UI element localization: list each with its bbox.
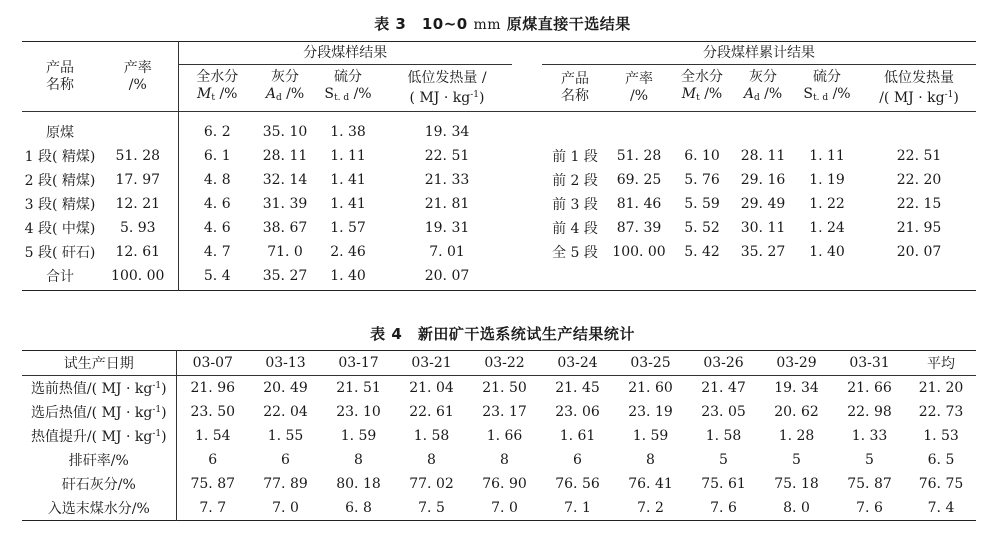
t3-cell-c-mt: 5. 42 <box>684 244 720 260</box>
t4-cell-value: 7. 6 <box>710 500 737 516</box>
t4-cell-value: 76. 75 <box>918 476 964 492</box>
t3-cell-c-mt: 5. 76 <box>684 172 720 188</box>
t4-header-date: 03-22 <box>468 351 541 376</box>
t4-cell-value: 21. 96 <box>190 380 236 396</box>
t3-header-c-yield: 产率 /% <box>608 65 670 112</box>
t3-cell-c-yield: 69. 25 <box>616 172 662 188</box>
t4-cell-value: 7. 5 <box>418 500 445 516</box>
t4-header-date: 03-25 <box>614 351 687 376</box>
t4-cell-value: 23. 06 <box>555 404 600 420</box>
t4-header-date-label: 试生产日期 <box>22 351 176 376</box>
table3-header-row-1 <box>22 42 976 65</box>
t4-cell-value: 19. 34 <box>774 380 819 396</box>
t4-cell-value: 80. 18 <box>336 476 381 492</box>
t4-cell-value: 1. 58 <box>413 428 450 444</box>
table3-title: 表 3 10~0 mm 原煤直接干选结果 <box>374 15 631 33</box>
t3-cell-product: 2 段( 精煤) <box>24 173 96 189</box>
t3-cell-c-std: 1. 22 <box>809 196 845 212</box>
t3-cell-c-yield <box>608 264 670 291</box>
t3-cell-yield: 17. 97 <box>115 172 161 188</box>
t3-cell-yield: 12. 61 <box>115 244 161 260</box>
t4-cell-value: 76. 41 <box>628 476 673 492</box>
t3-cell-std: 1. 41 <box>330 172 366 188</box>
t4-row-label: 排矸率/% <box>22 448 176 472</box>
table-row <box>22 400 976 424</box>
t3-cell-c-qnet: 20. 07 <box>896 244 942 260</box>
t3-cell-qnet: 20. 07 <box>424 268 470 284</box>
t4-cell-value: 7. 0 <box>491 500 518 516</box>
t3-cell-mt: 4. 6 <box>178 192 256 216</box>
t3-cell-yield: 5. 93 <box>119 220 156 236</box>
t4-cell-value: 7. 0 <box>272 500 299 516</box>
table-row <box>22 168 976 192</box>
t4-cell-value: 1. 59 <box>632 428 669 444</box>
t3-cell-ad: 35. 10 <box>262 124 308 140</box>
t4-cell-value: 77. 89 <box>263 476 308 492</box>
t3-cell-ad: 31. 39 <box>262 196 308 212</box>
table-row <box>22 192 976 216</box>
t3-cell-qnet: 7. 01 <box>429 244 465 260</box>
t4-cell-value: 21. 50 <box>482 380 527 396</box>
t3-cell-c-yield <box>608 112 670 145</box>
t4-cell-value: 6 <box>208 452 218 468</box>
t4-header-date: 03-31 <box>833 351 906 376</box>
t3-cell-c-product: 全 5 段 <box>552 245 598 261</box>
t4-cell-value: 77. 02 <box>409 476 454 492</box>
t3-header-c-sulfur: 硫分 $S_{t. d}$ /% <box>792 65 862 112</box>
t4-cell-value: 75. 61 <box>701 476 746 492</box>
t3-header-yield: 产率 /% <box>123 59 152 93</box>
t4-header-date: 平均 <box>906 351 976 376</box>
t3-cell-std: 1. 38 <box>330 124 366 140</box>
t4-cell-value: 5 <box>865 452 874 468</box>
t3-cell-c-ad: 35. 27 <box>740 244 786 260</box>
t3-cell-qnet: 19. 34 <box>424 124 470 140</box>
t3-cell-c-qnet: 22. 15 <box>896 196 942 212</box>
t4-cell-value: 23. 19 <box>628 404 673 420</box>
t3-cell-ad: 35. 27 <box>262 268 308 284</box>
t4-row-label: 矸石灰分/% <box>22 472 176 496</box>
t3-cell-c-mt: 5. 52 <box>684 220 720 236</box>
t3-cell-std: 1. 41 <box>330 196 366 212</box>
t4-cell-value: 6. 5 <box>927 452 955 468</box>
t4-cell-value: 6. 8 <box>345 500 372 516</box>
t3-cell-c-qnet: 22. 20 <box>896 172 942 188</box>
t4-cell-value: 6 <box>281 452 290 468</box>
t4-cell-value: 21. 66 <box>847 380 892 396</box>
t4-cell-value: 1. 54 <box>194 428 231 444</box>
t3-cell-c-qnet <box>862 112 976 145</box>
table4-title: 表 4 新田矿干选系统试生产结果统计 <box>370 325 635 343</box>
t4-header-date: 03-13 <box>249 351 322 376</box>
t4-header-date: 03-17 <box>322 351 395 376</box>
t4-cell-value: 21. 51 <box>336 380 381 396</box>
t3-cell-mt: 6. 1 <box>178 144 256 168</box>
t3-cell-ad: 38. 67 <box>262 220 308 236</box>
t4-cell-value: 8. 0 <box>783 500 810 516</box>
t4-cell-value: 7. 6 <box>856 500 883 516</box>
t3-cell-c-std: 1. 40 <box>809 244 845 260</box>
t3-cell-yield: 12. 21 <box>115 196 161 212</box>
t4-cell-value: 8 <box>646 452 655 468</box>
t4-cell-value: 1. 33 <box>851 428 888 444</box>
t3-cell-c-ad <box>734 264 792 291</box>
t3-cell-product: 1 段( 精煤) <box>24 149 96 165</box>
t4-cell-value: 7. 7 <box>199 500 227 516</box>
t3-cell-mt: 4. 7 <box>178 240 256 264</box>
t3-cell-mt: 4. 8 <box>178 168 256 192</box>
table-row <box>22 472 976 496</box>
t4-cell-value: 21. 45 <box>555 380 600 396</box>
t4-cell-value: 20. 62 <box>774 404 819 420</box>
t4-cell-value: 1. 55 <box>267 428 304 444</box>
t3-cell-product: 5 段( 矸石) <box>24 245 96 261</box>
t3-cell-std: 1. 40 <box>330 268 366 284</box>
table-row <box>22 496 976 521</box>
t3-cell-c-ad: 30. 11 <box>740 220 786 236</box>
t3-cell-c-qnet <box>862 264 976 291</box>
t4-cell-value: 8 <box>500 452 509 468</box>
t4-cell-value: 75. 87 <box>190 476 236 492</box>
t3-cell-ad: 32. 14 <box>262 172 308 188</box>
table-row <box>22 424 976 448</box>
t4-cell-value: 1. 28 <box>778 428 815 444</box>
t3-cell-c-product: 前 4 段 <box>552 221 598 237</box>
t3-group-header-cumulative: 分段煤样累计结果 <box>542 42 976 65</box>
t4-cell-value: 22. 98 <box>847 404 892 420</box>
t3-cell-c-yield: 87. 39 <box>616 220 662 236</box>
table-row <box>22 264 976 291</box>
t3-cell-ad: 71. 0 <box>267 244 303 260</box>
t3-header-product: 产品 名称 <box>46 59 74 93</box>
t3-cell-mt: 6. 2 <box>178 112 256 145</box>
t3-cell-qnet: 21. 33 <box>424 172 470 188</box>
t3-group-header-segment: 分段煤样结果 <box>178 42 512 65</box>
table-row <box>22 216 976 240</box>
t3-header-moisture: 全水分 $M_t$ /% <box>178 65 256 112</box>
t3-header-c-moisture: 全水分 $M_t$ /% <box>670 65 734 112</box>
t3-header-cv: 低位发热量 / ( MJ · $kg^{-1}$) <box>382 65 512 112</box>
t4-cell-value: 21. 04 <box>409 380 454 396</box>
table3 <box>22 41 976 291</box>
t4-header-date: 03-29 <box>760 351 833 376</box>
t4-cell-value: 1. 66 <box>486 428 523 444</box>
t3-cell-product: 3 段( 精煤) <box>24 197 96 213</box>
t4-cell-value: 22. 04 <box>263 404 308 420</box>
t4-cell-value: 7. 1 <box>564 500 591 516</box>
t4-cell-value: 7. 4 <box>927 500 955 516</box>
table-row <box>22 112 976 145</box>
t3-cell-c-yield: 100. 00 <box>612 244 666 260</box>
t4-cell-value: 1. 58 <box>705 428 742 444</box>
t3-cell-product: 合计 <box>46 269 74 285</box>
t4-header-date: 03-21 <box>395 351 468 376</box>
t3-cell-yield: 51. 28 <box>115 148 161 164</box>
t3-cell-c-qnet: 21. 95 <box>896 220 942 236</box>
t3-header-ash: 灰分 $A_d$ /% <box>256 65 314 112</box>
t4-cell-value: 23. 05 <box>701 404 746 420</box>
t3-cell-c-yield: 51. 28 <box>616 148 662 164</box>
t3-cell-yield: 100. 00 <box>111 268 165 284</box>
t3-cell-std: 1. 57 <box>330 220 366 236</box>
t3-cell-mt: 4. 6 <box>178 216 256 240</box>
t3-cell-product: 4 段( 中煤) <box>24 221 96 237</box>
t3-cell-c-std: 1. 19 <box>809 172 845 188</box>
t4-cell-value: 8 <box>427 452 436 468</box>
t3-cell-c-ad: 29. 49 <box>740 196 786 212</box>
t4-cell-value: 21. 20 <box>918 380 964 396</box>
t4-cell-value: 75. 18 <box>774 476 819 492</box>
t4-cell-value: 20. 49 <box>263 380 308 396</box>
t3-cell-c-product: 前 1 段 <box>552 149 598 165</box>
t3-cell-qnet: 21. 81 <box>424 196 470 212</box>
t4-cell-value: 5 <box>792 452 801 468</box>
t4-cell-value: 1. 61 <box>559 428 596 444</box>
t3-header-c-cv: 低位发热量 /( MJ · $kg^{-1}$) <box>862 65 976 112</box>
t3-cell-c-product <box>542 112 608 145</box>
t3-gap <box>512 42 542 65</box>
table4-header-row <box>22 351 976 376</box>
t3-cell-ad: 28. 11 <box>262 148 308 164</box>
t3-cell-c-mt <box>670 264 734 291</box>
table-row <box>22 376 976 401</box>
t4-cell-value: 22. 73 <box>918 404 964 420</box>
t4-row-label: 热值提升/( MJ · $kg^{-1}$) <box>22 424 176 448</box>
t3-cell-c-mt: 6. 10 <box>684 148 720 164</box>
t3-cell-c-qnet: 22. 51 <box>896 148 942 164</box>
t4-cell-value: 23. 50 <box>190 404 236 420</box>
table-row <box>22 240 976 264</box>
t3-cell-qnet: 22. 51 <box>424 148 470 164</box>
t3-cell-c-product: 前 2 段 <box>552 173 598 189</box>
t4-row-label: 入选末煤水分/% <box>22 496 176 521</box>
t3-cell-c-ad <box>734 112 792 145</box>
t3-cell-mt: 5. 4 <box>178 264 256 291</box>
t3-cell-c-std: 1. 24 <box>809 220 845 236</box>
t4-row-label: 选后热值/( MJ · $kg^{-1}$) <box>22 400 176 424</box>
table-row <box>22 448 976 472</box>
t4-cell-value: 23. 10 <box>336 404 381 420</box>
t3-cell-c-product <box>542 264 608 291</box>
t3-header-c-product: 产品 名称 <box>542 65 608 112</box>
t4-header-date: 03-26 <box>687 351 760 376</box>
t3-cell-qnet: 19. 31 <box>424 220 470 236</box>
t4-cell-value: 75. 87 <box>847 476 892 492</box>
t4-cell-value: 21. 47 <box>701 380 746 396</box>
t4-header-date: 03-07 <box>176 351 249 376</box>
t4-cell-value: 22. 61 <box>409 404 454 420</box>
t3-header-sulfur: 硫分 $S_{t. d}$ /% <box>314 65 382 112</box>
t3-cell-c-product: 前 3 段 <box>552 197 598 213</box>
t4-cell-value: 8 <box>354 452 363 468</box>
t4-cell-value: 7. 2 <box>637 500 664 516</box>
t4-row-label: 选前热值/( MJ · $kg^{-1}$) <box>22 376 176 401</box>
t4-cell-value: 76. 90 <box>482 476 527 492</box>
t3-cell-c-ad: 28. 11 <box>740 148 786 164</box>
t3-cell-c-std: 1. 11 <box>809 148 845 164</box>
t4-cell-value: 6 <box>573 452 582 468</box>
t4-header-date: 03-24 <box>541 351 614 376</box>
t3-cell-c-ad: 29. 16 <box>740 172 786 188</box>
t4-cell-value: 23. 17 <box>482 404 527 420</box>
t4-cell-value: 1. 53 <box>923 428 959 444</box>
t3-cell-c-mt: 5. 59 <box>684 196 720 212</box>
t3-cell-c-std <box>792 112 862 145</box>
t4-cell-value: 5 <box>719 452 728 468</box>
t3-header-c-ash: 灰分 $A_d$ /% <box>734 65 792 112</box>
t4-cell-value: 76. 56 <box>555 476 600 492</box>
t3-cell-yield <box>98 112 178 145</box>
t3-cell-std: 2. 46 <box>330 244 366 260</box>
t3-cell-product: 原煤 <box>46 125 74 141</box>
t3-cell-c-mt <box>670 112 734 145</box>
table4 <box>22 350 976 521</box>
t3-cell-c-yield: 81. 46 <box>616 196 662 212</box>
t4-cell-value: 21. 60 <box>628 380 673 396</box>
t4-cell-value: 1. 59 <box>340 428 377 444</box>
t3-cell-c-std <box>792 264 862 291</box>
table-row <box>22 144 976 168</box>
t3-cell-std: 1. 11 <box>330 148 366 164</box>
